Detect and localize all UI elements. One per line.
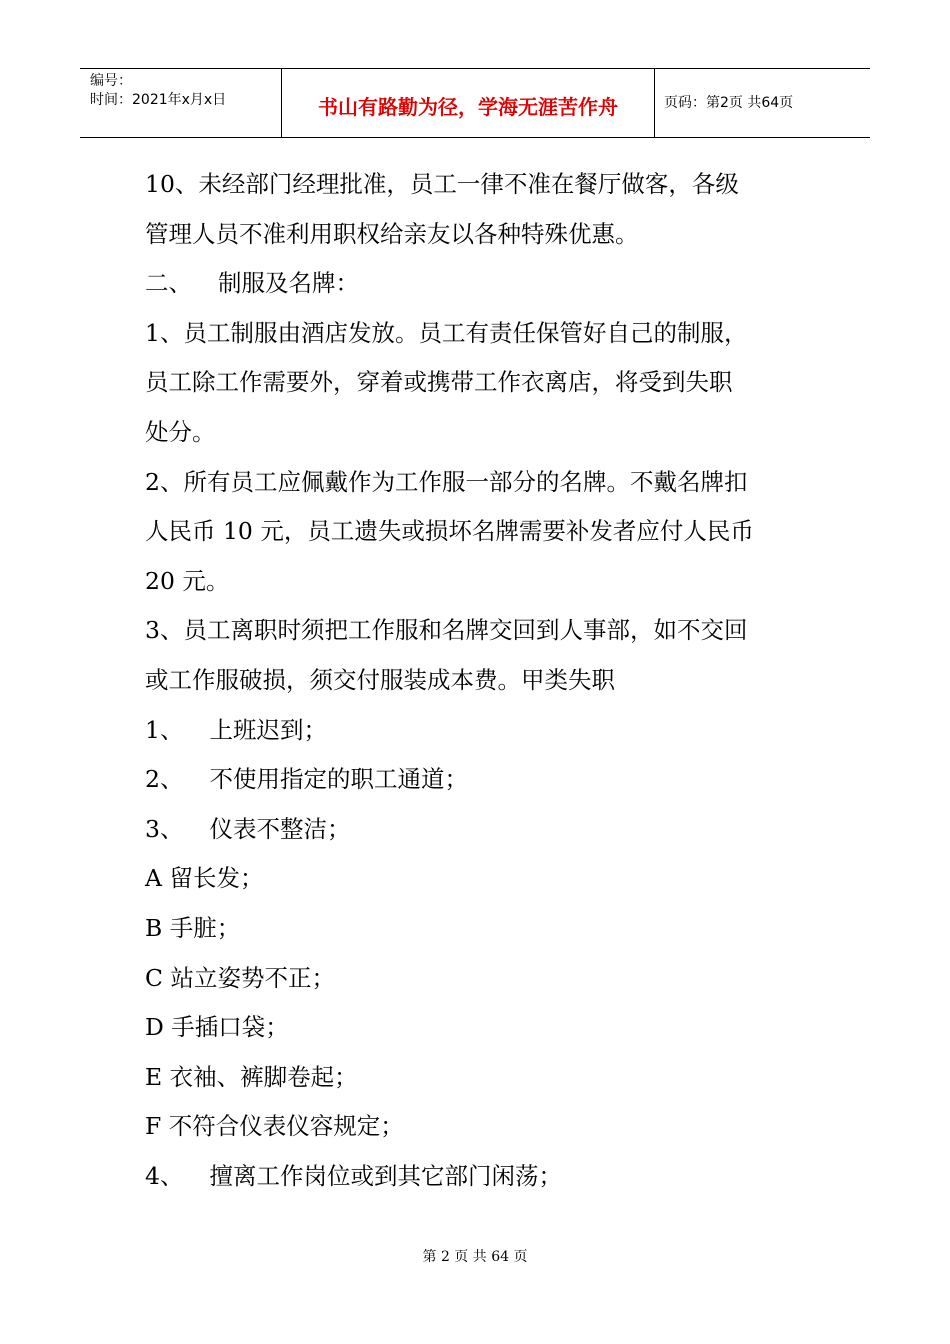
- paragraph-text: 或工作服破损，须交付服装成本费。甲类失职: [145, 665, 615, 694]
- paragraph-text: 员工除工作需要外，穿着或携带工作衣离店，将受到失职: [145, 368, 733, 397]
- paragraph-line: [145, 805, 825, 855]
- list-number: 4、: [145, 1161, 184, 1190]
- paragraph-text: C 站立姿势不正；: [145, 963, 335, 992]
- paragraph-line: [145, 309, 825, 359]
- paragraph-line: [145, 954, 825, 1004]
- paragraph-line: [145, 259, 825, 309]
- document-date: 时间：2021年x月x日: [90, 92, 227, 108]
- paragraph-line: [145, 557, 825, 607]
- paragraph-line: [145, 1003, 825, 1053]
- header-motto-cell: [282, 69, 655, 137]
- paragraph-line: [145, 1102, 825, 1152]
- paragraph-line: [145, 1053, 825, 1103]
- document-body: [145, 160, 825, 1201]
- paragraph-line: [145, 854, 825, 904]
- paragraph-line: [145, 606, 825, 656]
- paragraph-text: B 手脏；: [145, 913, 241, 942]
- list-number: 二、: [145, 269, 192, 298]
- page-footer: 第 2 页 共 64 页: [422, 1249, 528, 1265]
- paragraph-line: [145, 507, 825, 557]
- paragraph-line: [145, 160, 825, 210]
- paragraph-text: D 手插口袋；: [145, 1013, 289, 1042]
- paragraph-line: [145, 1152, 825, 1202]
- paragraph-line: [145, 904, 825, 954]
- paragraph-line: [145, 755, 825, 805]
- paragraph-line: [145, 210, 825, 260]
- paragraph-text: A 留长发；: [145, 864, 264, 893]
- paragraph-line: [145, 458, 825, 508]
- list-number: 3、: [145, 814, 184, 843]
- paragraph-text: 2、所有员工应佩戴作为工作服一部分的名牌。不戴名牌扣: [145, 467, 748, 496]
- paragraph-line: [145, 656, 825, 706]
- paragraph-text: 20 元。: [145, 566, 230, 595]
- header-page-cell: [655, 69, 870, 137]
- list-number: 1、: [145, 715, 184, 744]
- paragraph-line: [145, 706, 825, 756]
- paragraph-text: 管理人员不准利用职权给亲友以各种特殊优惠。: [145, 219, 639, 248]
- page-header: [80, 68, 870, 138]
- header-page-info: 页码：第2页 共64页: [664, 95, 794, 111]
- paragraph-line: [145, 408, 825, 458]
- paragraph-text: 仪表不整洁；: [209, 814, 351, 843]
- paragraph-text: 1、员工制服由酒店发放。员工有责任保管好自己的制服，: [145, 318, 748, 347]
- paragraph-text: E 衣袖、裤脚卷起；: [145, 1062, 358, 1091]
- document-number-label: 编号：: [90, 73, 132, 89]
- paragraph-text: F 不符合仪表仪容规定；: [145, 1112, 404, 1141]
- header-motto: 书山有路勤为径，学海无涯苦作舟: [318, 95, 618, 119]
- paragraph-text: 10、未经部门经理批准，员工一律不准在餐厅做客，各级: [145, 170, 739, 198]
- paragraph-text: 不使用指定的职工通道；: [209, 765, 468, 794]
- paragraph-text: 3、员工离职时须把工作服和名牌交回到人事部，如不交回: [145, 616, 748, 645]
- paragraph-text: 上班迟到；: [209, 715, 327, 744]
- paragraph-line: [145, 358, 825, 408]
- list-number: 2、: [145, 765, 184, 794]
- paragraph-text: 擅离工作岗位或到其它部门闲荡；: [209, 1161, 562, 1190]
- paragraph-text: 人民币 10 元，员工遗失或损坏名牌需要补发者应付人民币: [145, 517, 754, 546]
- paragraph-text: 制服及名牌：: [218, 269, 359, 298]
- header-info-cell: [80, 69, 282, 137]
- paragraph-text: 处分。: [145, 417, 216, 446]
